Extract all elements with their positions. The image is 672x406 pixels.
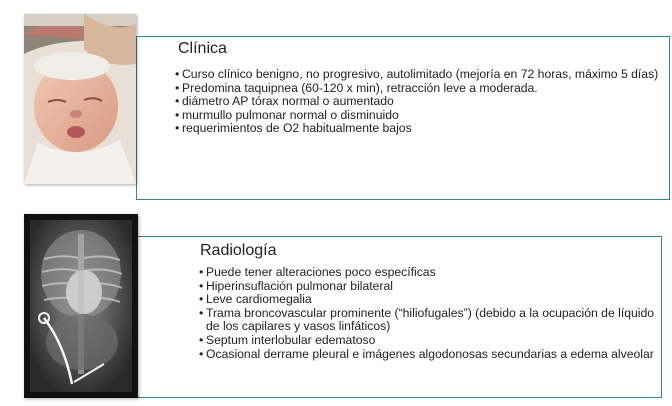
newborn-photo: [24, 14, 136, 184]
list-item: • Trama broncovascular prominente (“hiliofugales”) (debido a la ocupación de líquido de los capilares y vasos linfáticos): [199, 307, 655, 334]
newborn-image: [24, 14, 136, 184]
list-item: • Curso clínico benigno, no progresivo, autolimitado (mejoría en 72 horas, máximo 5 días): [175, 68, 663, 82]
list-item: • Leve cardiomegalia: [199, 293, 655, 307]
list-item: • Septum interlobular edematoso: [199, 334, 655, 348]
list-item: • Predomina taquipnea (60-120 x min), retracción leve a moderada.: [175, 82, 663, 96]
list-item: • Hiperinsuflación pulmonar bilateral: [199, 280, 655, 294]
section-title: Radiología: [200, 242, 277, 259]
clinica-bullets: [175, 68, 663, 136]
list-item: • requerimientos de O2 habitualmente bajos: [175, 122, 663, 136]
chest-xray-photo: [24, 214, 138, 398]
radiologia-bullets: [199, 266, 655, 361]
list-item: • Ocasional derrame pleural e imágenes algodonosas secundarias a edema alveolar: [199, 348, 655, 362]
list-item: • diámetro AP tórax normal o aumentado: [175, 95, 663, 109]
list-item: • Puede tener alteraciones poco específicas: [199, 266, 655, 280]
section-title: Clínica: [178, 40, 227, 57]
xray-image: [24, 214, 138, 398]
list-item: • murmullo pulmonar normal o disminuido: [175, 109, 663, 123]
